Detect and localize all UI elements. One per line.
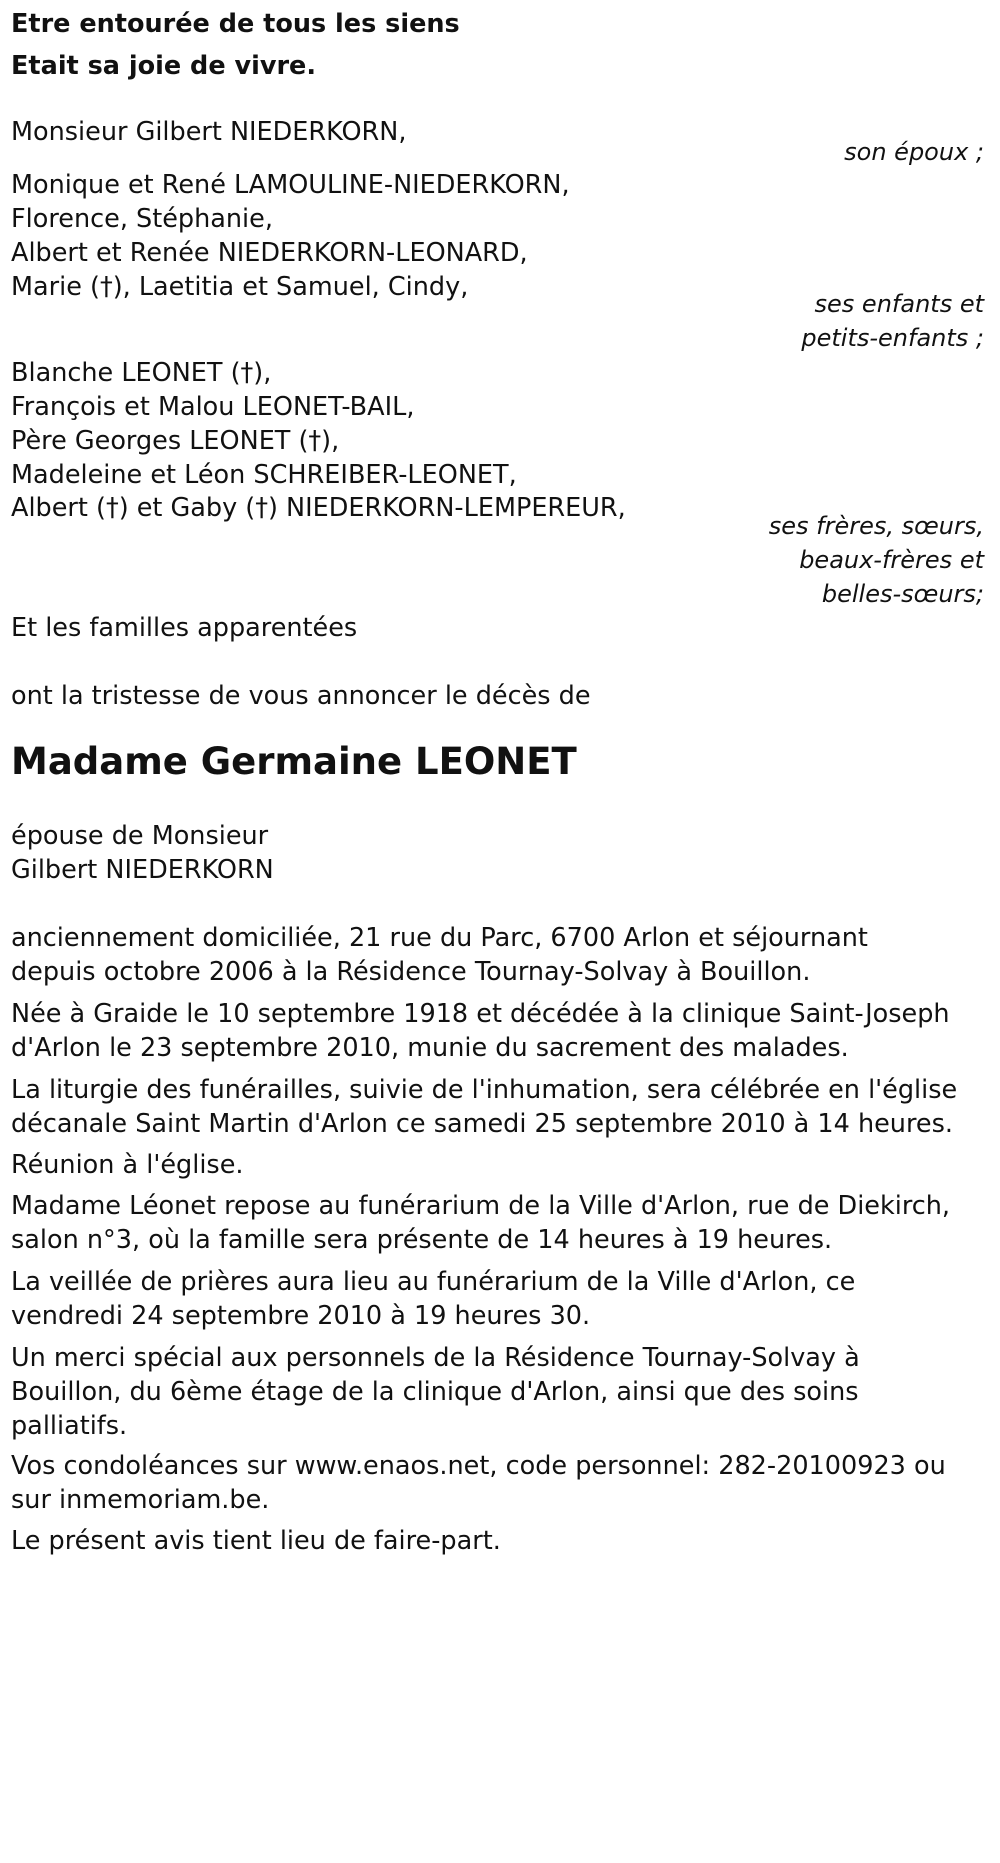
paragraph-condolences: [11, 1446, 996, 1520]
paragraph-line: Née à Graide le 10 septembre 1918 et décédée à la clinique Saint-Joseph: [11, 999, 950, 1029]
paragraph-line: Un merci spécial aux personnels de la Résidence Tournay-Solvay à: [11, 1343, 860, 1373]
deceased-spouse-line: Gilbert NIEDERKORN: [11, 855, 274, 885]
paragraph-line: vendredi 24 septembre 2010 à 19 heures 30.: [11, 1301, 591, 1331]
paragraph-line: depuis octobre 2006 à la Résidence Tournay-Solvay à Bouillon.: [11, 957, 811, 987]
intro-line-2: Etait sa joie de vivre.: [11, 51, 317, 81]
paragraph-line: Madame Léonet repose au funérarium de la Ville d'Arlon, rue de Diekirch,: [11, 1191, 951, 1221]
paragraph-line: Le présent avis tient lieu de faire-part.: [11, 1526, 501, 1556]
siblings-line: Père Georges LEONET (†),: [11, 426, 340, 456]
paragraph-vigil: [11, 1262, 996, 1336]
paragraph-liturgy: [11, 1070, 996, 1144]
children-relation: petits-enfants ;: [801, 324, 984, 352]
paragraph-line: Bouillon, du 6ème étage de la clinique d'Arlon, ainsi que des soins: [11, 1377, 859, 1407]
children-line: Monique et René LAMOULINE-NIEDERKORN,: [11, 170, 570, 200]
paragraph-line: La liturgie des funérailles, suivie de l'inhumation, sera célébrée en l'église: [11, 1075, 958, 1105]
spouse-relation: son époux ;: [844, 138, 984, 166]
siblings-line: Blanche LEONET (†),: [11, 358, 272, 388]
paragraph-line: Vos condoléances sur www.enaos.net, code personnel: 282-20100923 ou: [11, 1451, 946, 1481]
children-line: Albert et Renée NIEDERKORN-LEONARD,: [11, 238, 528, 268]
announcement-line: ont la tristesse de vous annoncer le décès de: [11, 681, 591, 711]
siblings-relation: beaux-frères et: [799, 546, 984, 574]
paragraph-line: Réunion à l'église.: [11, 1150, 244, 1180]
paragraph-line: La veillée de prières aura lieu au funérarium de la Ville d'Arlon, ce: [11, 1267, 856, 1297]
paragraph-line: palliatifs.: [11, 1411, 128, 1441]
siblings-relation: belles-sœurs;: [821, 580, 984, 608]
paragraph-line: salon n°3, où la famille sera présente de 14 heures à 19 heures.: [11, 1225, 833, 1255]
siblings-relation: ses frères, sœurs,: [768, 512, 984, 540]
intro-line-1: Etre entourée de tous les siens: [11, 9, 460, 39]
siblings-line: François et Malou LEONET-BAIL,: [11, 392, 415, 422]
paragraph-funeral-home: [11, 1186, 996, 1260]
children-relation: ses enfants et: [814, 290, 984, 318]
paragraph-thanks: [11, 1338, 996, 1446]
siblings-line: Albert (†) et Gaby (†) NIEDERKORN-LEMPEREUR,: [11, 493, 626, 523]
paragraph-line: d'Arlon le 23 septembre 2010, munie du sacrement des malades.: [11, 1033, 849, 1063]
siblings-line: Madeleine et Léon SCHREIBER-LEONET,: [11, 460, 517, 490]
paragraph-residence: [11, 918, 996, 992]
paragraph-meeting: [11, 1145, 996, 1185]
paragraph-notice: [11, 1521, 996, 1561]
families-line: Et les familles apparentées: [11, 613, 358, 643]
deceased-spouse-line: épouse de Monsieur: [11, 821, 269, 851]
deceased-name: Madame Germaine LEONET: [11, 740, 577, 783]
paragraph-line: décanale Saint Martin d'Arlon ce samedi 25 septembre 2010 à 14 heures.: [11, 1109, 953, 1139]
spouse-name: Monsieur Gilbert NIEDERKORN,: [11, 117, 407, 147]
paragraph-line: sur inmemoriam.be.: [11, 1485, 270, 1515]
children-line: Marie (†), Laetitia et Samuel, Cindy,: [11, 272, 469, 302]
children-line: Florence, Stéphanie,: [11, 204, 273, 234]
paragraph-birth-death: [11, 994, 996, 1068]
paragraph-line: anciennement domiciliée, 21 rue du Parc, 6700 Arlon et séjournant: [11, 923, 868, 953]
